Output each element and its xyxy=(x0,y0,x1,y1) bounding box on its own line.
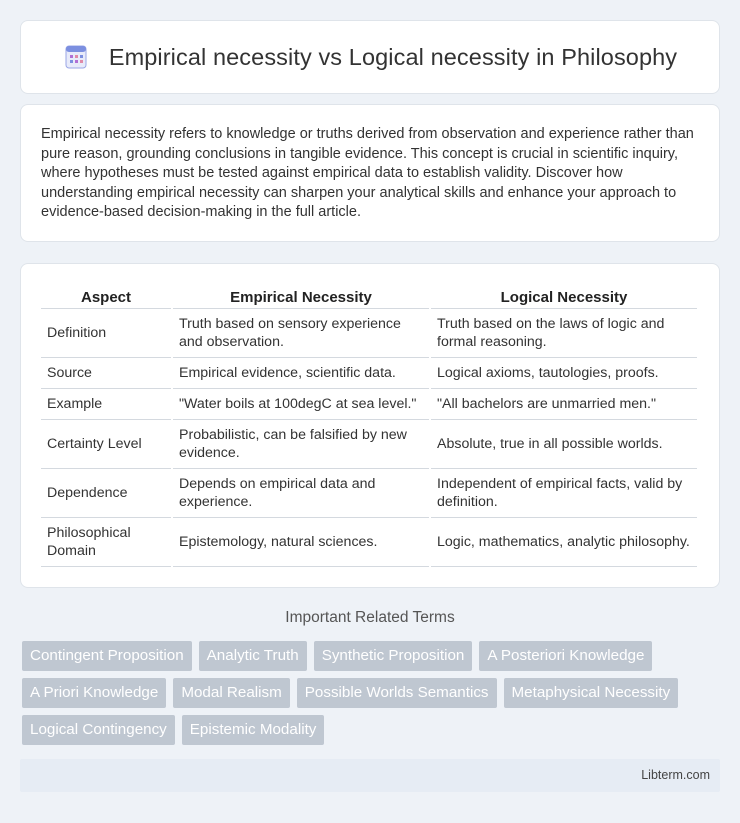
table-row xyxy=(41,309,697,358)
intro-text: Empirical necessity refers to knowledge or truths derived from observation and experience rather than pure reason, grounding conclusions in tangible evidence. This concept is crucial in scientific inquiry, where hypotheses must be tested against empirical data to establish validity. Discover how understanding empirical necessity can sharpen your analytical skills and enhance your approach to evidence-based decision-making in the full article. xyxy=(41,126,694,221)
tag-analytic-truth[interactable]: Analytic Truth xyxy=(199,641,307,671)
header-logical: Logical Necessity xyxy=(431,284,697,309)
footer xyxy=(20,759,720,792)
related-terms-list xyxy=(22,641,722,752)
table-header-row xyxy=(41,284,697,309)
cell-logical: "All bachelors are unmarried men." xyxy=(431,389,697,420)
tag-contingent-proposition[interactable]: Contingent Proposition xyxy=(22,641,192,671)
header-empirical: Empirical Necessity xyxy=(173,284,429,309)
cell-aspect: Source xyxy=(41,358,171,389)
cell-empirical: Truth based on sensory experience and observation. xyxy=(173,309,429,358)
cell-empirical: Epistemology, natural sciences. xyxy=(173,518,429,567)
tag-metaphysical-necessity[interactable]: Metaphysical Necessity xyxy=(504,678,679,708)
cell-empirical: Probabilistic, can be falsified by new evidence. xyxy=(173,420,429,469)
cell-logical: Logic, mathematics, analytic philosophy. xyxy=(431,518,697,567)
cell-aspect: Dependence xyxy=(41,469,171,518)
table-row xyxy=(41,469,697,518)
cell-aspect: Certainty Level xyxy=(41,420,171,469)
cell-logical: Truth based on the laws of logic and formal reasoning. xyxy=(431,309,697,358)
cell-aspect: Definition xyxy=(41,309,171,358)
tag-a-posteriori-knowledge[interactable]: A Posteriori Knowledge xyxy=(479,641,652,671)
header-aspect: Aspect xyxy=(41,284,171,309)
cell-logical: Independent of empirical facts, valid by definition. xyxy=(431,469,697,518)
comparison-card xyxy=(20,263,720,588)
comparison-table xyxy=(39,284,699,567)
cell-logical: Absolute, true in all possible worlds. xyxy=(431,420,697,469)
cell-empirical: "Water boils at 100degC at sea level." xyxy=(173,389,429,420)
cell-aspect: Philosophical Domain xyxy=(41,518,171,567)
related-terms-title: Important Related Terms xyxy=(285,609,455,626)
cell-empirical: Depends on empirical data and experience. xyxy=(173,469,429,518)
tag-possible-worlds-semantics[interactable]: Possible Worlds Semantics xyxy=(297,678,497,708)
footer-site-link[interactable]: Libterm.com xyxy=(641,768,710,782)
tag-modal-realism[interactable]: Modal Realism xyxy=(173,678,289,708)
table-row xyxy=(41,389,697,420)
header-card xyxy=(20,20,720,94)
document-grid-icon xyxy=(63,44,89,70)
tag-synthetic-proposition[interactable]: Synthetic Proposition xyxy=(314,641,473,671)
tag-a-priori-knowledge[interactable]: A Priori Knowledge xyxy=(22,678,166,708)
cell-logical: Logical axioms, tautologies, proofs. xyxy=(431,358,697,389)
table-row xyxy=(41,358,697,389)
table-row xyxy=(41,518,697,567)
tag-epistemic-modality[interactable]: Epistemic Modality xyxy=(182,715,325,745)
cell-empirical: Empirical evidence, scientific data. xyxy=(173,358,429,389)
cell-aspect: Example xyxy=(41,389,171,420)
tag-logical-contingency[interactable]: Logical Contingency xyxy=(22,715,175,745)
intro-card xyxy=(20,104,720,242)
page-title: Empirical necessity vs Logical necessity in Philosophy xyxy=(108,43,678,70)
table-row xyxy=(41,420,697,469)
